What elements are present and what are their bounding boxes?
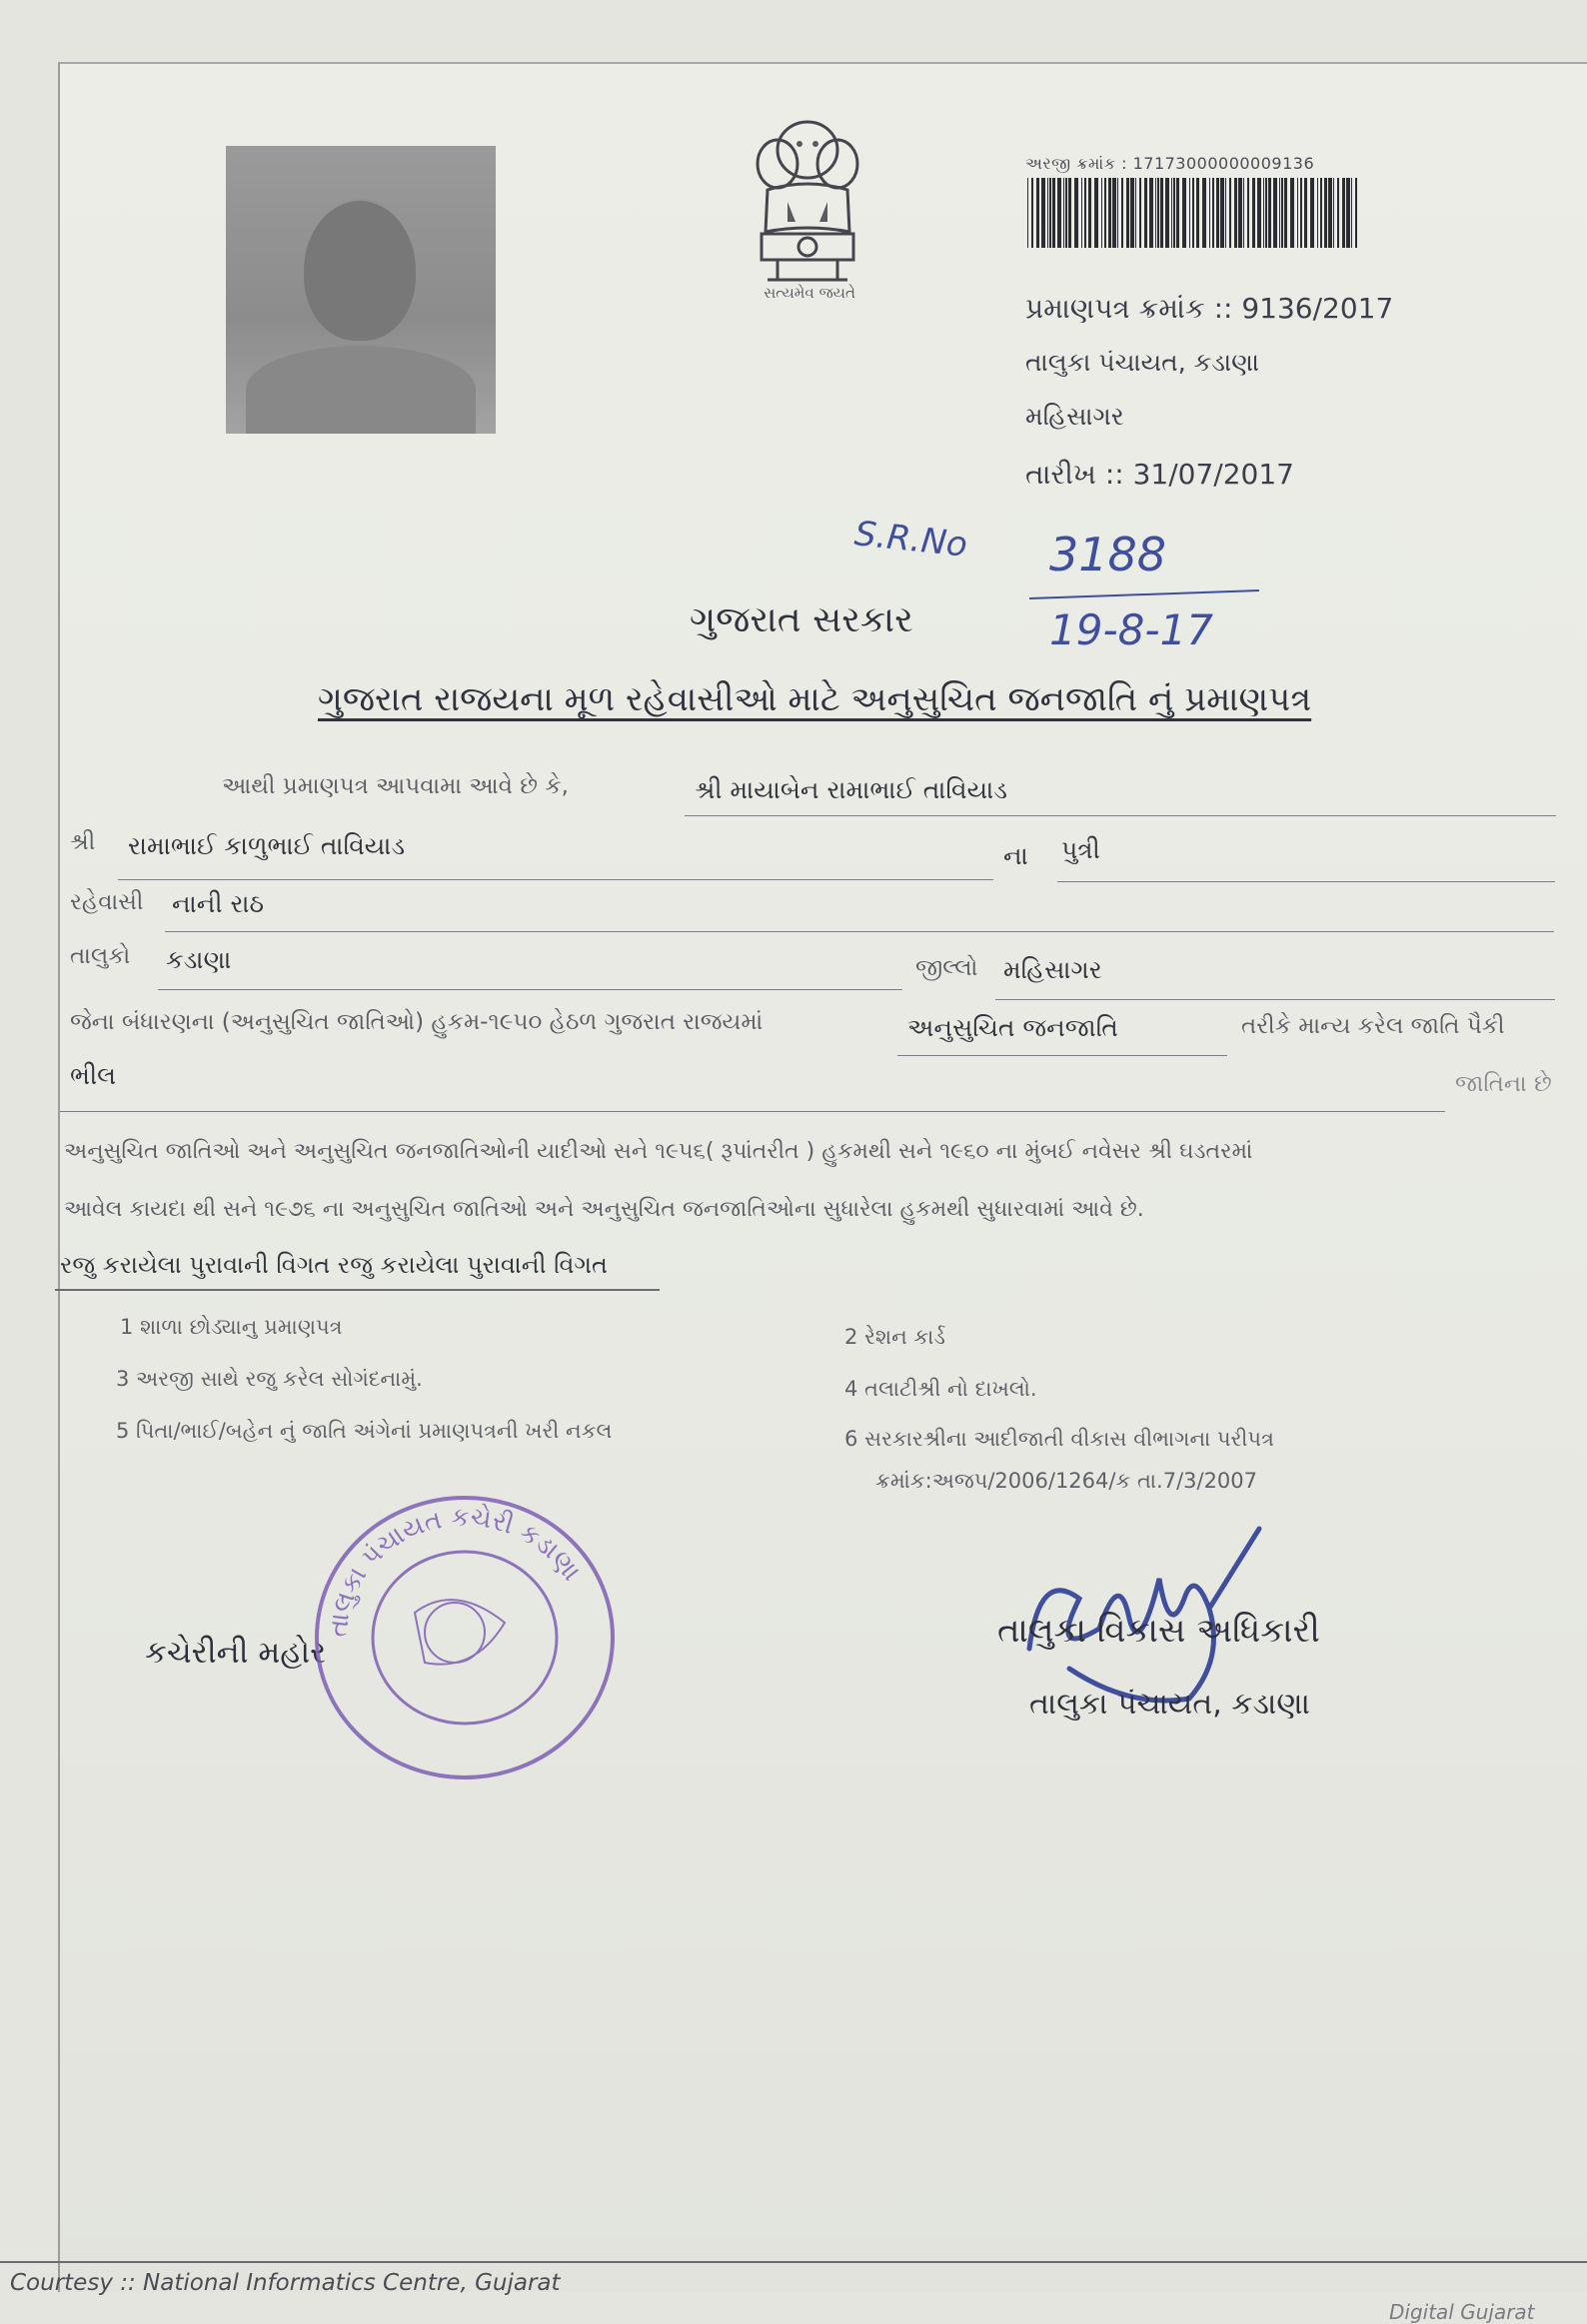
order-text: જેના બંધારણના (અનુસુચિત જાતિઓ) હુકમ-૧૯૫૦ હેઠળ ગુજરાત રાજયમાં xyxy=(70,1009,764,1035)
handwritten-sr-date: 19-8-17 xyxy=(1049,605,1213,654)
documents-heading: રજુ કરાયેલા પુરાવાની વિગત રજુ કરાયેલા પુરાવાની વિગત xyxy=(60,1251,608,1279)
shri-label: શ્રી xyxy=(70,829,96,855)
barcode-bar xyxy=(1052,178,1055,248)
barcode-bar xyxy=(1112,178,1116,248)
barcode-bar xyxy=(1324,178,1327,248)
government-title: ગુજરાત સરકાર xyxy=(690,599,913,640)
barcode-bar xyxy=(1182,178,1186,248)
barcode-bar xyxy=(1346,178,1350,248)
barcode-bar xyxy=(1057,178,1061,248)
handwritten-sr-label: S.R.No xyxy=(852,514,969,566)
barcode-bar xyxy=(1049,178,1051,248)
barcode-bar xyxy=(1171,178,1172,248)
barcode-bar xyxy=(1176,178,1179,248)
handwritten-sr-number: 3188 xyxy=(1049,528,1167,581)
barcode-bar xyxy=(1209,178,1210,248)
barcode-bar xyxy=(1165,178,1169,248)
paragraph-line-2: આવેલ કાયદા થી સને ૧૯૭૬ ના અનુસુચિત જાતિઓ અને અનુસુચિત જનજાતિઓના સુધારેલા હુકમથી સુધારવામાં આવે છે. xyxy=(64,1197,1144,1222)
barcode-bar xyxy=(1202,178,1206,248)
barcode-bar xyxy=(1263,178,1264,248)
taluka-rule xyxy=(158,989,902,990)
certificate-title: ગુજરાત રાજયના મૂળ રહેવાસીઓ માટે અનુસુચિત જનજાતિ નું પ્રમાણપત્ર xyxy=(318,679,1312,719)
issuing-district: મહિસાગર xyxy=(1025,402,1124,431)
barcode-bar xyxy=(1173,178,1175,248)
barcode-bar xyxy=(1247,178,1249,248)
category-rule xyxy=(897,1055,1227,1056)
father-name: રામાભાઈ કાળુભાઈ તાવિયાડ xyxy=(128,831,406,860)
barcode-bar xyxy=(1257,178,1261,248)
barcode-bar xyxy=(1101,178,1102,248)
barcode-bar xyxy=(1268,178,1271,248)
barcode-bar xyxy=(1139,178,1141,248)
barcode-bar xyxy=(1144,178,1147,248)
office-stamp-icon xyxy=(305,1483,625,1792)
caste-suffix: જાતિના છે xyxy=(1455,1071,1552,1097)
barcode-bar xyxy=(1297,178,1298,248)
stamp-text: તાલુકા પંચાયત કચેરી કડાણા xyxy=(323,1502,587,1639)
barcode-bar xyxy=(1108,178,1111,248)
barcode-bar xyxy=(1212,178,1214,248)
na-label: ના xyxy=(1003,841,1028,870)
barcode-bar xyxy=(1328,178,1332,248)
barcode-bar xyxy=(1355,178,1357,248)
barcode-bar xyxy=(1126,178,1129,248)
barcode-bar xyxy=(1094,178,1098,248)
barcode-bar xyxy=(1084,178,1086,248)
barcode-bar xyxy=(1229,178,1231,248)
resident-label: રહેવાસી xyxy=(70,889,144,915)
barcode-bar xyxy=(1238,178,1242,248)
barcode-bar xyxy=(1265,178,1267,248)
district-value: મહિસાગર xyxy=(1003,955,1102,984)
emblem-motto: સત્યમેવ જયતે xyxy=(764,284,855,302)
barcode-bar xyxy=(1220,178,1224,248)
barcode-bar xyxy=(1252,178,1255,248)
barcode-bar xyxy=(1351,178,1352,248)
holder-name-rule xyxy=(685,815,1556,816)
barcode-icon xyxy=(1025,178,1361,248)
holder-photo xyxy=(226,146,496,434)
resident-rule xyxy=(165,931,1554,932)
barcode-bar xyxy=(1225,178,1226,248)
barcode-bar xyxy=(1121,178,1123,248)
barcode-bar xyxy=(1157,178,1159,248)
barcode-bar xyxy=(1216,178,1219,248)
barcode-bar xyxy=(1027,178,1028,248)
document-item-2: 2 રેશન કાર્ડ xyxy=(844,1325,945,1349)
relation-value: પુત્રી xyxy=(1061,835,1100,864)
barcode-bar xyxy=(1317,178,1318,248)
barcode-bar xyxy=(1041,178,1045,248)
documents-heading-rule xyxy=(55,1289,660,1291)
certificate-number: પ્રમાણપત્ર ક્રમાંક :: 9136/2017 xyxy=(1025,292,1394,325)
relation-rule xyxy=(1057,881,1555,882)
barcode-bar xyxy=(1243,178,1244,248)
holder-name: શ્રી માયાબેન રામાભાઈ તાવિયાડ xyxy=(695,775,1007,804)
barcode-bar xyxy=(1088,178,1091,248)
barcode-bar xyxy=(1337,178,1339,248)
barcode-bar xyxy=(1192,178,1194,248)
document-item-6-reference: ક્રમાંક:અજપ/2006/1264/ક તા.7/3/2007 xyxy=(875,1469,1258,1493)
barcode-bar xyxy=(1068,178,1071,248)
document-item-5: 5 પિતા/ભાઈ/બહેન નું જાતિ અંગેનાં પ્રમાણપત્રની ખરી નકલ xyxy=(116,1419,613,1443)
barcode-bar xyxy=(1333,178,1334,248)
footer-divider xyxy=(0,2261,1587,2263)
digital-gujarat-text: Digital Gujarat xyxy=(1389,2300,1535,2324)
application-number: અરજી ક્રમાંક : 17173000000009136 xyxy=(1025,154,1315,173)
issue-date: તારીખ :: 31/07/2017 xyxy=(1025,458,1294,491)
national-emblem-icon xyxy=(738,112,877,297)
barcode-bar xyxy=(1304,178,1307,248)
document-item-4: 4 તલાટીશ્રી નો દાખલો. xyxy=(844,1377,1037,1401)
paragraph-line-1: અનુસુચિત જાતિઓ અને અનુસુચિત જનજાતિઓની યાદીઓ સને ૧૯૫૬( રૂપાંતરીત ) હુકમથી સને ૧૯૬૦ ના મુંબઈ નવેસર શ્રી ઘડતરમાં xyxy=(64,1139,1253,1164)
barcode-bar xyxy=(1031,178,1033,248)
barcode-bar xyxy=(1104,178,1106,248)
courtesy-text: Courtesy :: National Informatics Centre, Gujarat xyxy=(10,2270,561,2296)
document-item-6: 6 સરકારશ્રીના આદીજાતી વીકાસ વીભાગના પરીપત્ર xyxy=(844,1427,1274,1451)
barcode-bar xyxy=(1081,178,1082,248)
barcode-bar xyxy=(1047,178,1048,248)
barcode-bar xyxy=(1189,178,1190,248)
intro-text: આથી પ્રમાણપત્ર આપવામા આવે છે કે, xyxy=(222,773,569,799)
barcode-bar xyxy=(1284,178,1287,248)
barcode-bar xyxy=(1036,178,1039,248)
father-name-rule xyxy=(118,879,993,880)
barcode-bar xyxy=(1149,178,1153,248)
caste-value: ભીલ xyxy=(70,1061,117,1090)
barcode-bar xyxy=(1135,178,1136,248)
signatory-title: તાલુકા વિકાસ અધિકારી xyxy=(997,1611,1320,1651)
taluka-value: કડાણા xyxy=(166,945,232,974)
barcode-bar xyxy=(1300,178,1302,248)
barcode-bar xyxy=(1234,178,1237,248)
barcode-bar xyxy=(1155,178,1156,248)
barcode-bar xyxy=(1117,178,1118,248)
barcode-bar xyxy=(1160,178,1163,248)
barcode-bar xyxy=(1074,178,1078,248)
recognized-text: તરીકે માન્ય કરેલ જાતિ પૈકી xyxy=(1241,1013,1505,1039)
barcode-bar xyxy=(1342,178,1345,248)
district-rule xyxy=(995,999,1555,1000)
document-item-1: 1 શાળા છોડ્યાનુ પ્રમાણપત્ર xyxy=(120,1315,343,1339)
category-value: અનુસુચિત જનજાતિ xyxy=(907,1013,1118,1042)
document-item-3: 3 અરજી સાથે રજુ કરેલ સોગંદનામું. xyxy=(116,1367,423,1391)
office-seal-label: કચેરીની મહોર xyxy=(145,1635,327,1671)
signatory-office: તાલુકા પંચાયત, કડાણા xyxy=(1029,1687,1310,1722)
barcode-bar xyxy=(1281,178,1283,248)
taluka-label: તાલુકો xyxy=(70,943,131,969)
issuing-office: તાલુકા પંચાયત, કડાણા xyxy=(1025,348,1260,377)
resident-value: નાની રાઠ xyxy=(172,889,265,918)
caste-rule xyxy=(60,1111,1445,1112)
barcode-bar xyxy=(1279,178,1280,248)
barcode-bar xyxy=(1290,178,1294,248)
barcode-bar xyxy=(1063,178,1064,248)
barcode-bar xyxy=(1310,178,1314,248)
district-label: જીલ્લો xyxy=(915,955,978,981)
barcode-bar xyxy=(1065,178,1067,248)
barcode-bar xyxy=(1273,178,1277,248)
barcode-bar xyxy=(1196,178,1199,248)
barcode-bar xyxy=(1130,178,1134,248)
barcode-bar xyxy=(1320,178,1322,248)
